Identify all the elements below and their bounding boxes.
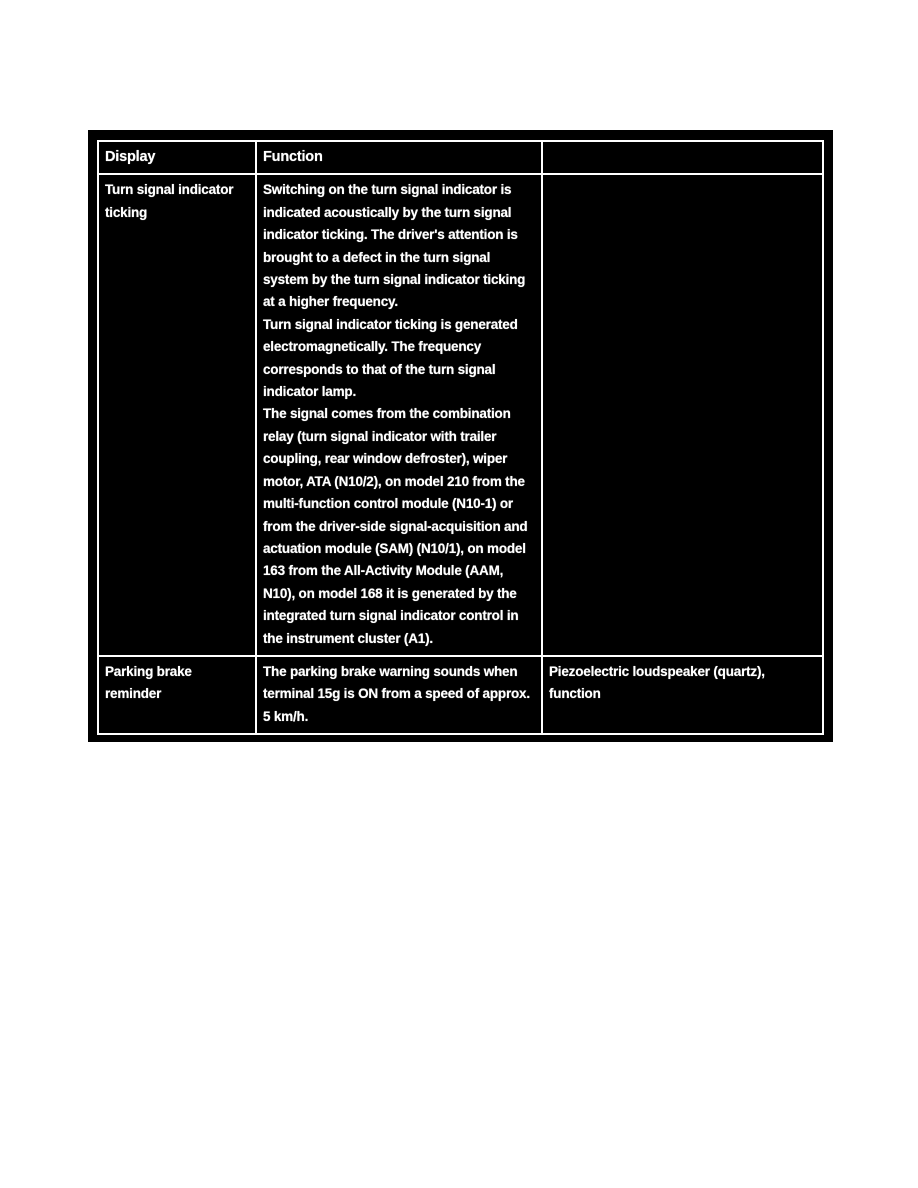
note-cell [542,174,823,656]
column-header-function: Function [256,141,542,174]
function-cell [256,174,542,656]
display-function-table [97,140,824,735]
table-scan-block [88,130,833,742]
function-paragraph: Switching on the turn signal indicator is indicated acoustically by the turn signal indicator ticking. The driver's attention is brought to a defect in the turn signal system by the turn signal indicator ticking at a higher frequency. [263,182,526,310]
function-paragraph: Turn signal indicator ticking is generated electromagnetically. The frequency corresponds to that of the turn signal indicator lamp. [263,316,518,400]
function-cell [256,656,542,734]
table-row [98,656,823,734]
function-paragraph: The parking brake warning sounds when terminal 15g is ON from a speed of approx. 5 km/h. [263,663,530,724]
display-cell: Parking brake reminder [98,656,256,734]
table-row [98,174,823,656]
header-row [98,141,823,174]
display-cell: Turn signal indicator ticking [98,174,256,656]
column-header-display: Display [98,141,256,174]
column-header-empty [542,141,823,174]
note-cell: Piezoelectric loudspeaker (quartz), function [542,656,823,734]
function-paragraph: The signal comes from the combination relay (turn signal indicator with trailer coupling, rear window defroster), wiper motor, ATA (N10/2), on model 210 from the multi-function control module (N10-1) or from the driver-side signal-acquisition and actuation module (SAM) (N10/1), on model 163 from the All-Activity Module (AAM, N10), on model 168 it is generated by the integrated turn signal indicator control in the instrument cluster (A1). [263,406,528,646]
